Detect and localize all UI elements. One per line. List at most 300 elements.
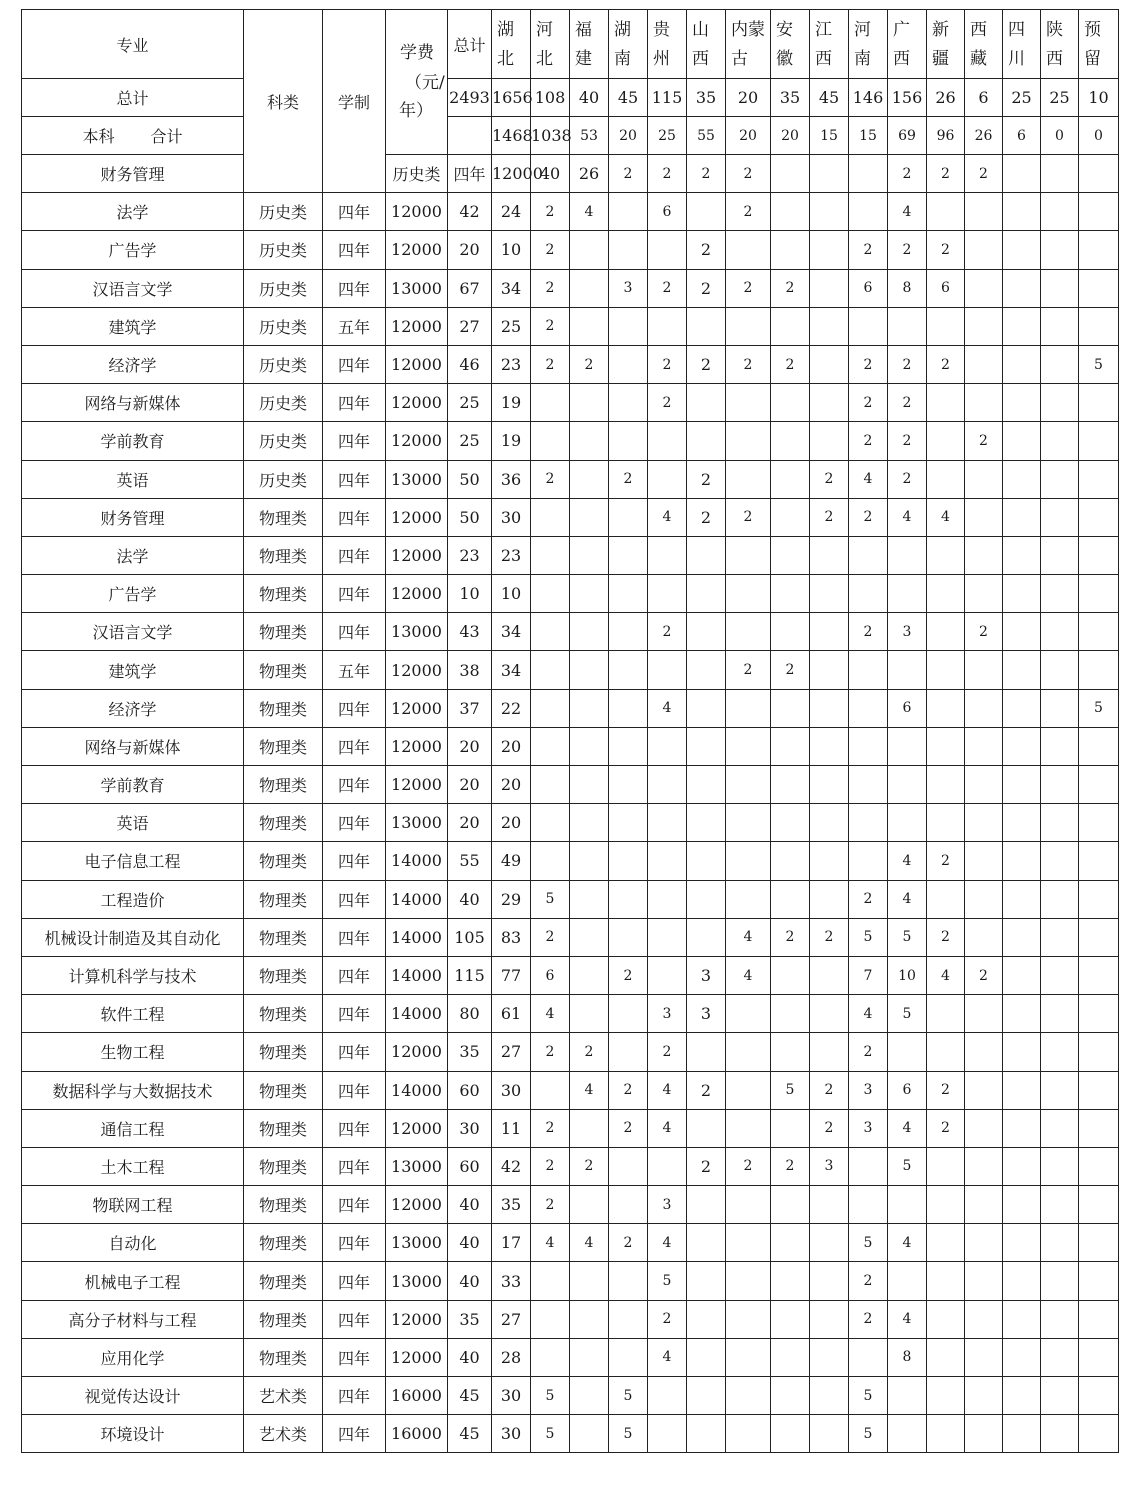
quota-cell xyxy=(810,269,849,307)
quota-cell: 36 xyxy=(492,460,531,498)
study-duration: 四年 xyxy=(323,1071,386,1109)
quota-cell xyxy=(927,1033,965,1071)
quota-cell xyxy=(1003,422,1041,460)
quota-cell xyxy=(965,766,1003,804)
quota-cell: 2 xyxy=(810,460,849,498)
quota-cell xyxy=(687,918,726,956)
quota-cell: 34 xyxy=(492,613,531,651)
quota-cell xyxy=(849,536,888,574)
subject-category: 物理类 xyxy=(244,1033,323,1071)
quota-cell xyxy=(1079,1224,1119,1262)
subject-category: 物理类 xyxy=(244,613,323,651)
province-header xyxy=(531,10,570,79)
quota-cell xyxy=(927,1415,965,1453)
quota-cell xyxy=(1079,1147,1119,1185)
quota-cell: 2 xyxy=(726,269,771,307)
subject-category: 物理类 xyxy=(244,1147,323,1185)
quota-cell xyxy=(687,766,726,804)
table-row xyxy=(22,422,1119,460)
quota-cell xyxy=(771,498,810,536)
grand-total-value: 20 xyxy=(726,79,771,117)
quota-cell: 2 xyxy=(531,193,570,231)
study-duration: 四年 xyxy=(323,918,386,956)
quota-cell xyxy=(531,1338,570,1376)
province-header-char: 西 xyxy=(893,49,910,69)
quota-cell: 2 xyxy=(965,155,1003,193)
quota-cell xyxy=(927,1186,965,1224)
quota-cell: 2 xyxy=(771,651,810,689)
quota-cell xyxy=(570,269,609,307)
major-name: 英语 xyxy=(22,804,244,842)
quota-cell: 4 xyxy=(570,193,609,231)
quota-cell: 4 xyxy=(888,193,927,231)
quota-cell: 2 xyxy=(965,422,1003,460)
study-duration: 五年 xyxy=(323,651,386,689)
quota-cell xyxy=(810,384,849,422)
quota-cell xyxy=(810,575,849,613)
quota-cell xyxy=(771,995,810,1033)
table-row xyxy=(22,345,1119,383)
quota-cell: 2 xyxy=(771,918,810,956)
quota-cell xyxy=(1079,727,1119,765)
tuition-fee: 13000 xyxy=(386,1224,448,1262)
quota-cell: 2 xyxy=(687,269,726,307)
quota-cell: 4 xyxy=(648,1071,687,1109)
province-header-char: 疆 xyxy=(932,49,949,69)
quota-cell xyxy=(965,689,1003,727)
quota-cell: 10 xyxy=(888,956,927,994)
quota-cell xyxy=(1041,269,1079,307)
quota-cell: 2 xyxy=(570,345,609,383)
quota-cell xyxy=(1003,1071,1041,1109)
total-quota: 80 xyxy=(448,995,492,1033)
subject-category: 历史类 xyxy=(244,422,323,460)
grand-total-row xyxy=(22,79,1119,117)
quota-cell xyxy=(570,1186,609,1224)
subject-category: 物理类 xyxy=(244,1262,323,1300)
subject-category: 历史类 xyxy=(386,155,448,193)
quota-cell xyxy=(648,460,687,498)
quota-cell xyxy=(965,995,1003,1033)
quota-cell: 23 xyxy=(492,536,531,574)
quota-cell: 34 xyxy=(492,269,531,307)
table-row xyxy=(22,1262,1119,1300)
quota-cell: 35 xyxy=(492,1186,531,1224)
quota-cell: 25 xyxy=(492,307,531,345)
quota-cell xyxy=(771,1300,810,1338)
subject-category: 物理类 xyxy=(244,1338,323,1376)
quota-cell: 2 xyxy=(810,1109,849,1147)
quota-cell: 4 xyxy=(648,689,687,727)
quota-cell xyxy=(810,995,849,1033)
quota-cell: 30 xyxy=(492,1071,531,1109)
quota-cell: 6 xyxy=(648,193,687,231)
quota-cell xyxy=(810,727,849,765)
quota-cell: 4 xyxy=(726,956,771,994)
quota-cell xyxy=(927,1262,965,1300)
province-header-char: 南 xyxy=(854,49,871,69)
subject-category: 物理类 xyxy=(244,766,323,804)
quota-cell xyxy=(1041,804,1079,842)
major-name: 法学 xyxy=(22,193,244,231)
province-header xyxy=(849,10,888,79)
quota-cell xyxy=(1041,1377,1079,1415)
quota-cell: 2 xyxy=(687,345,726,383)
quota-cell xyxy=(609,231,648,269)
undergrad-total-value: 0 xyxy=(1079,117,1119,155)
quota-cell xyxy=(771,766,810,804)
quota-cell: 2 xyxy=(531,1033,570,1071)
quota-cell xyxy=(810,1262,849,1300)
quota-cell xyxy=(810,1415,849,1453)
quota-cell xyxy=(609,345,648,383)
tuition-fee: 12000 xyxy=(386,727,448,765)
quota-cell xyxy=(609,651,648,689)
province-header-char: 南 xyxy=(614,49,631,69)
grand-total-value: 115 xyxy=(648,79,687,117)
quota-cell xyxy=(687,804,726,842)
quota-cell xyxy=(570,1109,609,1147)
quota-cell xyxy=(849,766,888,804)
quota-cell xyxy=(1079,613,1119,651)
quota-cell: 2 xyxy=(648,155,687,193)
quota-cell xyxy=(965,1033,1003,1071)
major-name: 机械设计制造及其自动化 xyxy=(22,918,244,956)
quota-cell: 2 xyxy=(888,460,927,498)
quota-cell xyxy=(1041,651,1079,689)
quota-cell xyxy=(927,1377,965,1415)
quota-cell xyxy=(965,269,1003,307)
table-row xyxy=(22,269,1119,307)
subject-category: 艺术类 xyxy=(244,1377,323,1415)
quota-cell xyxy=(609,193,648,231)
quota-cell xyxy=(687,880,726,918)
province-header xyxy=(609,10,648,79)
quota-cell xyxy=(1003,307,1041,345)
undergrad-total-value: 55 xyxy=(687,117,726,155)
province-header xyxy=(965,10,1003,79)
quota-cell xyxy=(771,575,810,613)
table-row xyxy=(22,155,1119,193)
quota-cell xyxy=(810,956,849,994)
province-header-char: 州 xyxy=(653,49,670,69)
quota-cell: 2 xyxy=(849,613,888,651)
quota-cell xyxy=(1041,193,1079,231)
study-duration: 四年 xyxy=(323,460,386,498)
quota-cell xyxy=(687,1338,726,1376)
quota-cell: 2 xyxy=(531,345,570,383)
quota-cell xyxy=(849,1147,888,1185)
quota-cell xyxy=(965,1262,1003,1300)
province-header-char: 河 xyxy=(854,20,871,40)
total-quota: 40 xyxy=(448,1262,492,1300)
quota-cell xyxy=(687,1109,726,1147)
undergrad-total-value: 6 xyxy=(1003,117,1041,155)
quota-cell: 2 xyxy=(810,498,849,536)
quota-cell xyxy=(648,804,687,842)
total-quota: 23 xyxy=(448,536,492,574)
study-duration: 四年 xyxy=(323,269,386,307)
quota-cell xyxy=(1003,995,1041,1033)
quota-cell xyxy=(849,651,888,689)
quota-cell: 2 xyxy=(648,345,687,383)
major-name: 英语 xyxy=(22,460,244,498)
quota-cell: 5 xyxy=(849,1377,888,1415)
quota-cell xyxy=(687,613,726,651)
quota-cell xyxy=(1079,1415,1119,1453)
major-name: 广告学 xyxy=(22,231,244,269)
quota-cell xyxy=(570,880,609,918)
quota-cell xyxy=(927,422,965,460)
quota-cell: 5 xyxy=(849,1415,888,1453)
quota-cell xyxy=(1003,231,1041,269)
quota-cell xyxy=(965,1186,1003,1224)
major-name: 法学 xyxy=(22,536,244,574)
undergrad-total-value: 20 xyxy=(771,117,810,155)
tuition-fee: 12000 xyxy=(386,1300,448,1338)
quota-cell xyxy=(1041,1262,1079,1300)
quota-cell: 2 xyxy=(927,231,965,269)
quota-cell xyxy=(726,536,771,574)
study-duration: 四年 xyxy=(323,384,386,422)
study-duration: 四年 xyxy=(323,880,386,918)
quota-cell xyxy=(1003,1033,1041,1071)
quota-cell xyxy=(726,804,771,842)
province-header-char: 湖 xyxy=(497,20,514,40)
quota-cell: 5 xyxy=(609,1377,648,1415)
province-header xyxy=(771,10,810,79)
major-name: 网络与新媒体 xyxy=(22,384,244,422)
major-name: 通信工程 xyxy=(22,1109,244,1147)
subject-category: 物理类 xyxy=(244,651,323,689)
undergrad-total-value: 0 xyxy=(1041,117,1079,155)
total-quota: 46 xyxy=(448,345,492,383)
quota-cell xyxy=(927,460,965,498)
quota-cell xyxy=(1041,842,1079,880)
total-header: 总计 xyxy=(448,10,492,79)
major-name: 经济学 xyxy=(22,689,244,727)
quota-cell xyxy=(810,842,849,880)
tuition-fee: 13000 xyxy=(386,804,448,842)
quota-cell xyxy=(609,307,648,345)
quota-cell: 2 xyxy=(687,1147,726,1185)
tuition-fee: 12000 xyxy=(386,1033,448,1071)
table-row xyxy=(22,804,1119,842)
quota-cell xyxy=(570,384,609,422)
quota-cell xyxy=(771,1186,810,1224)
table-row xyxy=(22,1033,1119,1071)
quota-cell xyxy=(1041,1300,1079,1338)
quota-cell: 19 xyxy=(492,422,531,460)
table-row xyxy=(22,651,1119,689)
total-quota: 50 xyxy=(448,460,492,498)
quota-cell: 2 xyxy=(927,1109,965,1147)
major-header: 专业 xyxy=(22,10,244,79)
quota-cell xyxy=(609,384,648,422)
quota-cell: 4 xyxy=(648,498,687,536)
quota-cell xyxy=(1003,1186,1041,1224)
major-name: 建筑学 xyxy=(22,651,244,689)
table-row xyxy=(22,1300,1119,1338)
quota-cell xyxy=(687,1415,726,1453)
province-header-char: 安 xyxy=(776,20,793,40)
major-name: 财务管理 xyxy=(22,155,244,193)
quota-cell: 26 xyxy=(570,155,609,193)
major-name: 机械电子工程 xyxy=(22,1262,244,1300)
quota-cell: 2 xyxy=(810,1071,849,1109)
quota-cell: 2 xyxy=(726,498,771,536)
study-duration: 四年 xyxy=(323,1262,386,1300)
province-header xyxy=(1041,10,1079,79)
quota-cell xyxy=(888,1262,927,1300)
quota-cell: 2 xyxy=(849,880,888,918)
tuition-fee: 12000 xyxy=(386,422,448,460)
province-header-char: 陕 xyxy=(1046,20,1063,40)
quota-cell: 5 xyxy=(1079,689,1119,727)
quota-cell xyxy=(648,307,687,345)
quota-cell xyxy=(771,880,810,918)
quota-cell xyxy=(609,727,648,765)
province-header-char: 河 xyxy=(536,20,553,40)
province-header xyxy=(1079,10,1119,79)
quota-cell xyxy=(609,1186,648,1224)
quota-cell: 24 xyxy=(492,193,531,231)
quota-cell xyxy=(927,995,965,1033)
table-row xyxy=(22,536,1119,574)
quota-cell xyxy=(1079,1071,1119,1109)
quota-cell xyxy=(1041,1224,1079,1262)
quota-cell xyxy=(570,460,609,498)
quota-cell xyxy=(1003,727,1041,765)
quota-cell: 4 xyxy=(570,1224,609,1262)
fee-header xyxy=(386,10,448,155)
tuition-fee: 14000 xyxy=(386,842,448,880)
quota-cell xyxy=(648,842,687,880)
quota-cell xyxy=(648,1377,687,1415)
quota-cell xyxy=(1041,384,1079,422)
subject-category: 物理类 xyxy=(244,918,323,956)
quota-cell xyxy=(1003,1415,1041,1453)
quota-cell: 2 xyxy=(726,1147,771,1185)
quota-cell xyxy=(1003,918,1041,956)
quota-cell xyxy=(648,536,687,574)
table-row xyxy=(22,1377,1119,1415)
quota-cell xyxy=(810,1186,849,1224)
quota-cell xyxy=(888,651,927,689)
quota-cell xyxy=(1003,1300,1041,1338)
total-quota: 40 xyxy=(448,1224,492,1262)
quota-cell xyxy=(1079,880,1119,918)
quota-cell: 2 xyxy=(888,155,927,193)
table-row xyxy=(22,689,1119,727)
fee-header-line-3: 年） xyxy=(399,101,433,121)
grand-total-value: 25 xyxy=(1041,79,1079,117)
quota-cell xyxy=(771,307,810,345)
quota-cell: 3 xyxy=(888,613,927,651)
subject-header: 科类 xyxy=(244,10,323,193)
quota-cell xyxy=(927,536,965,574)
quota-cell: 4 xyxy=(648,1338,687,1376)
total-quota: 30 xyxy=(448,1109,492,1147)
quota-cell xyxy=(771,727,810,765)
quota-cell xyxy=(687,651,726,689)
quota-cell xyxy=(810,613,849,651)
major-name: 建筑学 xyxy=(22,307,244,345)
quota-cell xyxy=(849,689,888,727)
quota-cell: 3 xyxy=(687,956,726,994)
table-row xyxy=(22,575,1119,613)
study-duration: 四年 xyxy=(323,345,386,383)
total-quota: 43 xyxy=(448,613,492,651)
quota-cell xyxy=(1041,536,1079,574)
subject-category: 艺术类 xyxy=(244,1415,323,1453)
study-duration: 四年 xyxy=(323,804,386,842)
province-header xyxy=(687,10,726,79)
quota-cell xyxy=(927,1300,965,1338)
quota-cell xyxy=(609,422,648,460)
province-header-char: 湖 xyxy=(614,20,631,40)
quota-cell xyxy=(531,651,570,689)
study-duration: 四年 xyxy=(323,1186,386,1224)
total-quota: 45 xyxy=(448,1415,492,1453)
total-quota: 40 xyxy=(531,155,570,193)
quota-cell: 2 xyxy=(648,384,687,422)
enrollment-plan-table xyxy=(21,9,1119,1453)
quota-cell xyxy=(888,727,927,765)
quota-cell: 2 xyxy=(849,1300,888,1338)
quota-cell xyxy=(1079,1109,1119,1147)
quota-cell xyxy=(726,766,771,804)
quota-cell xyxy=(687,536,726,574)
province-header xyxy=(726,10,771,79)
quota-cell: 2 xyxy=(531,918,570,956)
quota-cell: 19 xyxy=(492,384,531,422)
quota-cell: 3 xyxy=(849,1071,888,1109)
quota-cell xyxy=(849,155,888,193)
quota-cell: 4 xyxy=(531,995,570,1033)
subject-category: 物理类 xyxy=(244,536,323,574)
province-header-char: 建 xyxy=(575,49,592,69)
subject-category: 历史类 xyxy=(244,231,323,269)
quota-cell xyxy=(726,384,771,422)
subject-category: 历史类 xyxy=(244,384,323,422)
quota-cell xyxy=(1079,1033,1119,1071)
quota-cell xyxy=(965,727,1003,765)
quota-cell xyxy=(771,460,810,498)
grand-total-label: 总计 xyxy=(22,79,244,117)
quota-cell xyxy=(810,804,849,842)
quota-cell xyxy=(965,1338,1003,1376)
quota-cell xyxy=(648,1415,687,1453)
tuition-fee: 13000 xyxy=(386,613,448,651)
quota-cell: 10 xyxy=(492,231,531,269)
quota-cell xyxy=(965,536,1003,574)
quota-cell xyxy=(726,995,771,1033)
quota-cell: 2 xyxy=(648,1300,687,1338)
grand-total-value: 10 xyxy=(1079,79,1119,117)
subject-category: 历史类 xyxy=(244,345,323,383)
province-header-char: 贵 xyxy=(653,20,670,40)
total-quota: 20 xyxy=(448,766,492,804)
quota-cell: 4 xyxy=(849,995,888,1033)
major-name: 生物工程 xyxy=(22,1033,244,1071)
quota-cell: 5 xyxy=(1079,345,1119,383)
quota-cell: 2 xyxy=(888,384,927,422)
fee-blank-cell xyxy=(448,117,492,155)
quota-cell xyxy=(1079,956,1119,994)
quota-cell xyxy=(1079,269,1119,307)
quota-cell xyxy=(648,1147,687,1185)
